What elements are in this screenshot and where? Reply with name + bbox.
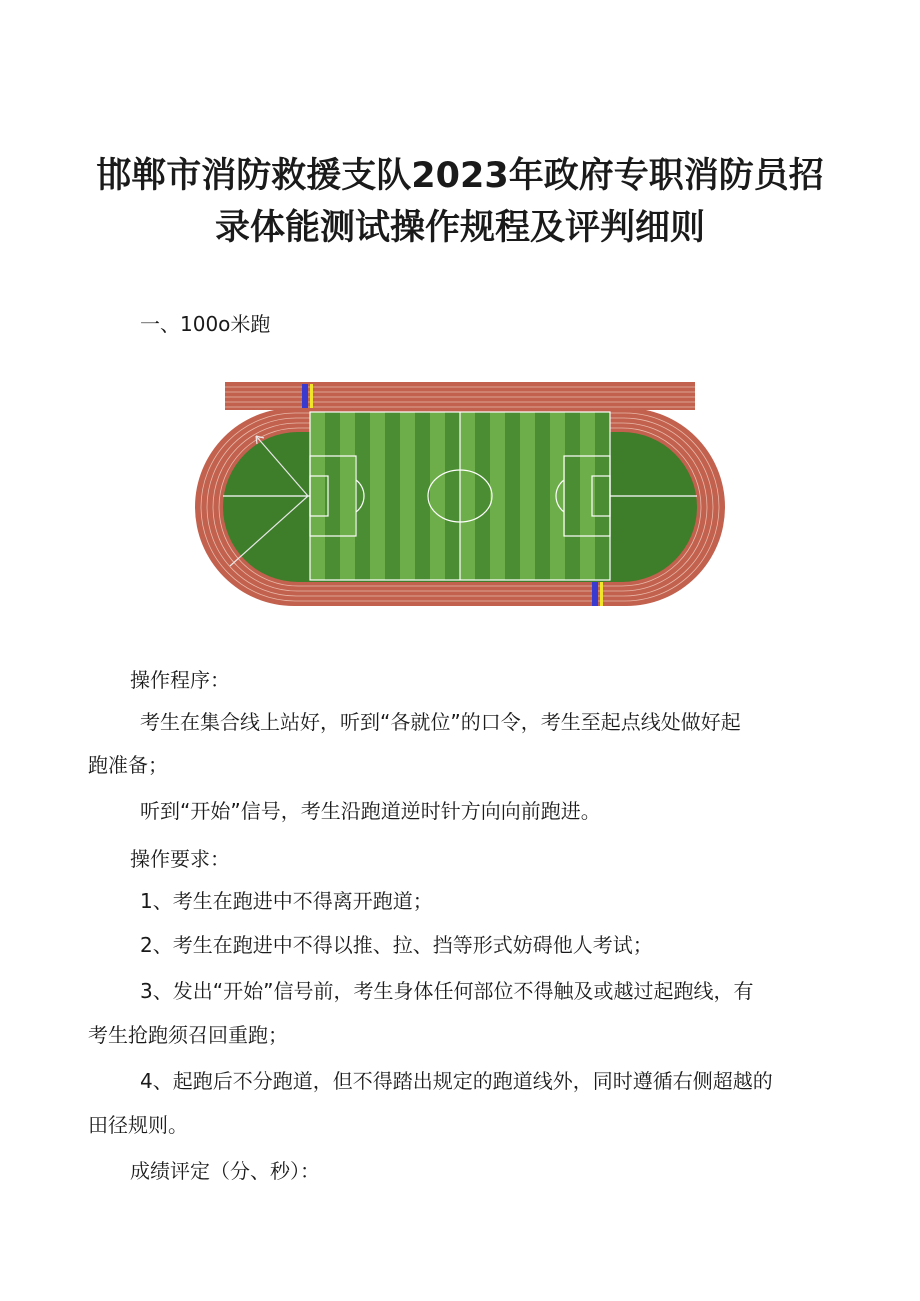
- title-line-1: 邯郸市消防救援支队2023年政府专职消防员招: [96, 156, 824, 196]
- top-straight-track: [225, 382, 695, 410]
- track-field-diagram: [190, 380, 730, 610]
- start-line-bottom-yellow: [600, 582, 603, 606]
- procedure-heading: 操作程序：: [130, 668, 230, 692]
- section-heading-1: 一、100o米跑: [140, 312, 271, 336]
- procedure-paragraph-2: 听到“开始”信号，考生沿跑道逆时针方向向前跑进。: [140, 799, 601, 823]
- start-line-top-blue: [302, 384, 308, 408]
- requirement-3-cont: 考生抢跑须召回重跑；: [88, 1023, 288, 1047]
- requirement-3: 3、发出“开始”信号前，考生身体任何部位不得触及或越过起跑线，有: [140, 979, 754, 1003]
- start-line-top-yellow: [310, 384, 313, 408]
- start-line-bottom-blue: [592, 582, 598, 606]
- requirement-1: 1、考生在跑进中不得离开跑道；: [140, 889, 433, 913]
- requirement-2: 2、考生在跑进中不得以推、拉、挡等形式妨碍他人考试；: [140, 933, 653, 957]
- requirement-heading: 操作要求：: [130, 847, 230, 871]
- score-heading: 成绩评定（分、秒）：: [130, 1159, 320, 1183]
- procedure-paragraph-1: 考生在集合线上站好，听到“各就位”的口令，考生至起点线处做好起: [140, 710, 741, 734]
- document-title: [60, 150, 860, 254]
- title-line-2: 录体能测试操作规程及评判细则: [214, 208, 705, 248]
- requirement-4-cont: 田径规则。: [88, 1113, 188, 1137]
- procedure-paragraph-1-cont: 跑准备；: [88, 753, 168, 777]
- requirement-4: 4、起跑后不分跑道，但不得踏出规定的跑道线外，同时遵循右侧超越的: [140, 1069, 773, 1093]
